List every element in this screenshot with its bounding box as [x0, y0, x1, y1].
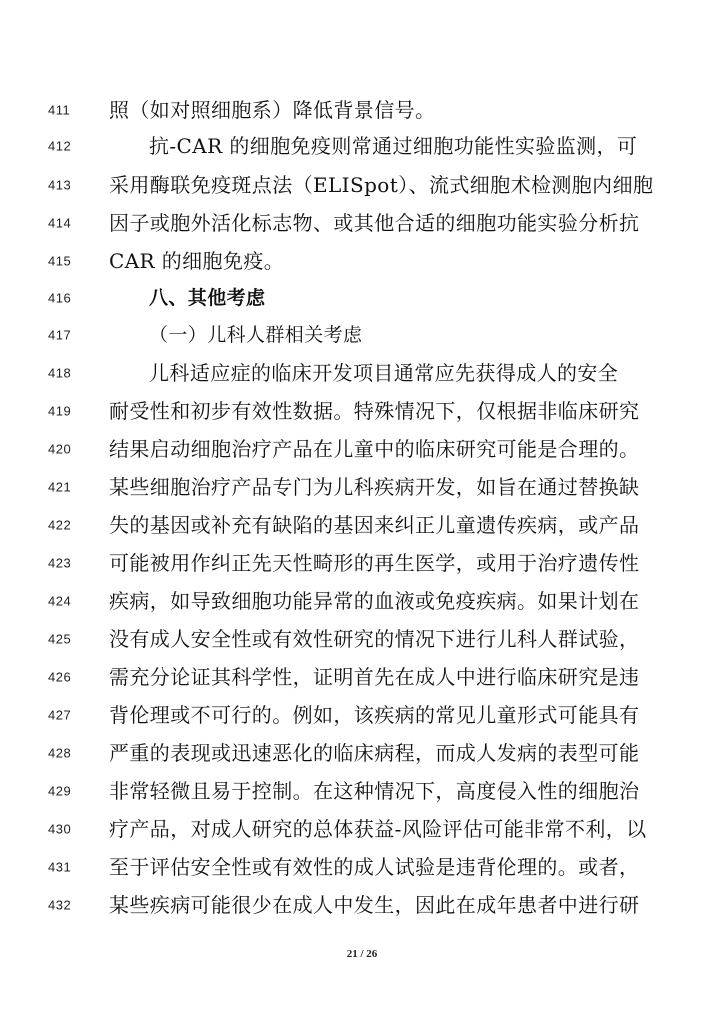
- paragraph-text: 照（如对照细胞系）降低背景信号。: [109, 98, 436, 122]
- document-line: [0, 543, 724, 583]
- paragraph-text: 至于评估安全性或有效性的成人试验是违背伦理的。或者，: [109, 855, 640, 879]
- paragraph-text: 耐受性和初步有效性数据。特殊情况下，仅根据非临床研究: [109, 399, 640, 423]
- line-number: 427: [48, 707, 72, 723]
- document-line: [0, 126, 724, 166]
- line-number: 425: [48, 631, 72, 647]
- document-line: [0, 847, 724, 887]
- line-number: 414: [48, 215, 72, 231]
- line-number: 421: [48, 479, 72, 495]
- paragraph-text: 因子或胞外活化标志物、或其他合适的细胞功能实验分析抗: [109, 211, 640, 235]
- paragraph-text: 采用酶联免疫斑点法（ELISpot）、流式细胞术检测胞内细胞: [109, 173, 654, 197]
- paragraph-text: 疗产品，对成人研究的总体获益-风险评估可能非常不利，以: [109, 817, 647, 841]
- page-number-footer: 21 / 26: [346, 948, 378, 960]
- document-line: [0, 165, 724, 205]
- paragraph-text: 儿科适应症的临床开发项目通常应先获得成人的安全: [149, 361, 619, 385]
- line-number: 413: [48, 177, 72, 193]
- document-line: [0, 581, 724, 621]
- document-line: [0, 467, 724, 507]
- line-number: 430: [48, 821, 72, 837]
- document-line: [0, 885, 724, 925]
- paragraph-text: 某些疾病可能很少在成人中发生，因此在成年患者中进行研: [109, 893, 640, 917]
- document-line: [0, 619, 724, 659]
- document-line: [0, 771, 724, 811]
- line-number: 411: [48, 102, 71, 118]
- document-line: [0, 809, 724, 849]
- line-number: 412: [48, 138, 72, 154]
- document-line: [0, 695, 724, 735]
- line-number: 424: [48, 593, 72, 609]
- line-number: 418: [48, 365, 72, 381]
- paragraph-text: 非常轻微且易于控制。在这种情况下，高度侵入性的细胞治: [109, 779, 640, 803]
- line-number: 422: [48, 517, 72, 533]
- subsection-heading: （一）儿科人群相关考虑: [149, 324, 363, 346]
- line-number: 417: [48, 327, 72, 343]
- line-number: 432: [48, 897, 72, 913]
- paragraph-text: 可能被用作纠正先天性畸形的再生医学，或用于治疗遗传性: [109, 551, 640, 575]
- document-line: [0, 733, 724, 773]
- section-heading: 八、其他考虑: [149, 287, 266, 309]
- document-line: [0, 391, 724, 431]
- line-number: 426: [48, 669, 72, 685]
- paragraph-text: 失的基因或补充有缺陷的基因来纠正儿童遗传疾病，或产品: [109, 513, 640, 537]
- paragraph-text: 疾病，如导致细胞功能异常的血液或免疫疾病。如果计划在: [109, 589, 640, 613]
- document-line: [0, 429, 724, 469]
- paragraph-text: CAR 的细胞免疫。: [109, 249, 285, 273]
- paragraph-text: 背伦理或不可行的。例如，该疾病的常见儿童形式可能具有: [109, 703, 640, 727]
- paragraph-text: 严重的表现或迅速恶化的临床病程，而成人发病的表型可能: [109, 741, 640, 765]
- line-number: 423: [48, 555, 72, 571]
- paragraph-text: 没有成人安全性或有效性研究的情况下进行儿科人群试验，: [109, 627, 640, 651]
- paragraph-text: 抗-CAR 的细胞免疫则常通过细胞功能性实验监测，可: [149, 134, 638, 158]
- document-line: [0, 315, 724, 355]
- document-line: [0, 353, 724, 393]
- document-line: [0, 278, 724, 318]
- line-number: 429: [48, 783, 72, 799]
- line-number: 419: [48, 403, 72, 419]
- line-number: 428: [48, 745, 72, 761]
- paragraph-text: 结果启动细胞治疗产品在儿童中的临床研究可能是合理的。: [109, 437, 640, 461]
- document-line: [0, 505, 724, 545]
- document-line: [0, 241, 724, 281]
- line-number: 420: [48, 441, 72, 457]
- line-number: 416: [48, 290, 72, 306]
- line-number: 415: [48, 253, 72, 269]
- paragraph-text: 需充分论证其科学性，证明首先在成人中进行临床研究是违: [109, 665, 640, 689]
- document-line: [0, 203, 724, 243]
- document-line: [0, 657, 724, 697]
- line-number: 431: [48, 859, 72, 875]
- document-line: [0, 90, 724, 130]
- paragraph-text: 某些细胞治疗产品专门为儿科疾病开发，如旨在通过替换缺: [109, 475, 640, 499]
